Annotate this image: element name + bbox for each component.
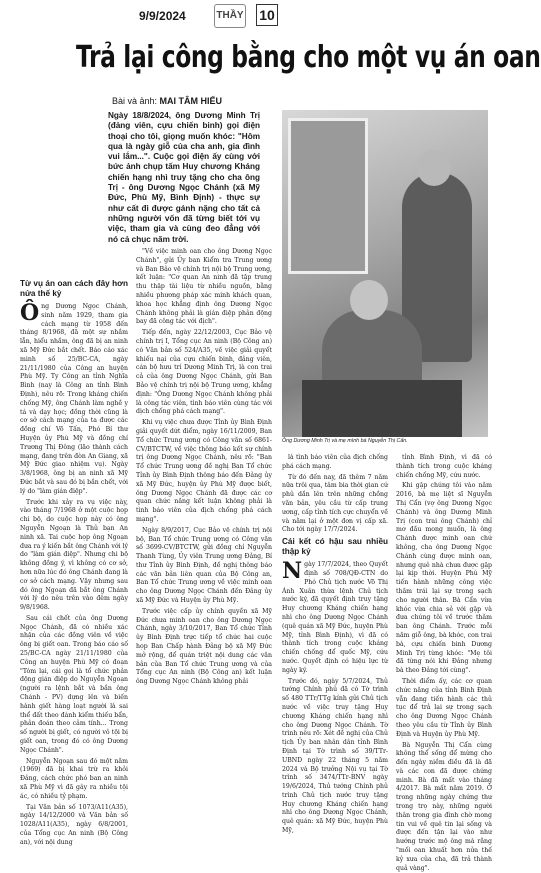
col2-paragraph: Ngày 8/9/2017, Cục Bảo vệ chính trị nội bộ, Ban Tổ chức Trung ương có Công văn số 3699-CV/BTCTW, gửi đồng chí Nguyễn Thanh Tùng, Ủy viên Trung ương Đảng, Bí thư Tỉnh ủy Bình Định, đề nghị thông báo các văn bản liên quan của Bộ Công an, Ban Tổ chức Trung ương về việc minh oan cho ông Dương Ngọc Chánh đến Đảng ủy xã Mỹ Đức và Huyện ủy Phù Mỹ. xyxy=(136,527,272,606)
column-1 xyxy=(20,279,128,769)
col1-paragraph: Tại Văn bản số 1073/A11(A35), ngày 14/12/2000 và Văn bản số 1028/A11(A35), ngày 6/8/2001, của Tổng cục An ninh (Bộ Công an), với nội dung xyxy=(20,804,128,848)
drop-cap-2: N xyxy=(282,562,302,580)
col3-paragraph: gày 17/7/2024, theo Quyết định số 708/QĐ-CTN do Phó Chủ tịch nước Võ Thị Ánh Xuân thừa lệnh Chủ tịch nước ký, đã quyết định truy tặng Huy chương Kháng chiến hạng nhì cho ông Dương Ngọc Chánh (quê quán xã Mỹ Đức, huyện Phù Mỹ, tỉnh Bình Định), vì đã có thành tích trong cuộc kháng chiến chống để quốc Mỹ, cứu nước. Quyết định có hiệu lực từ ngày ký. xyxy=(282,561,388,674)
col4-paragraph: Thời điểm ấy, các cơ quan chức năng của tỉnh Bình Định vẫn đang tiến hành các thủ tục để trả lại sự trong sạch cho ông Dương Ngọc Chánh theo yêu cầu từ Tỉnh ủy Bình Định và Huyện ủy Phù Mỹ. xyxy=(396,678,492,740)
article-photo xyxy=(282,110,488,437)
byline-author: MAI TÂM HIẾU xyxy=(160,96,223,106)
newspaper-logo: THẦY xyxy=(214,4,246,28)
col1-paragraph: ng Dương Ngọc Chánh, sinh năm 1929, tham gia cách mạng từ 1958 đến tháng 8/1968, đã một sự nhầm lẫn, hiểu nhầm, ông đã bị an ninh xã Mỹ Đức bắt chết. Báo cáo xác minh số 25/BC-CA, ngày 21/11/1980 của Công an huyện Phù Mỹ. Ty Công an tỉnh Nghĩa Bình (nay là Công an tỉnh Bình Định), nêu rõ: Trong kháng chiến chống Mỹ, ông Chánh làm nghề y tá và dạy học; đồng thời cũng là cơ sở cách mạng của ta được các đồng chí Võ Tấn, Phó Bí thư Huyện ủy Phù Mỹ và đồng chí Trương Thị Đông (lão thành cách mạng, đang trên đòn An Giang, xã Mỹ Đức giao nhiệm vụ). Ngày 3/8/1968, ông bị an ninh xã Mỹ Đức bắt và sau đó bị bắn chết, với lý do "làm gián điệp". xyxy=(20,303,128,495)
section-heading-1: Từ vụ án oan cách đây hơn nửa thế kỷ xyxy=(20,279,128,299)
col1-paragraph: Trước khi xảy ra vụ việc này, vào tháng 7/1968 ở một cuộc họp chi bộ, do cuộc họp này có ông Nguyễn Ngoạn là Thủ bạn An ninh xã. Tai cuộc họp ông Ngoạn đưa ra ý kiến bắt ông Chánh với lý do "làm gián điệp". Nhưng chi bộ không đồng ý, vì không có cơ sở, hơn nữa lúc đó ông Chánh đang là cơ sở cách mạng. Vậy nhưng sau đó ông Ngoạn đã bắt ông Chánh với lý do nêu trên vào đêm ngày 9/8/1968. xyxy=(20,499,128,613)
photo-man-head xyxy=(417,150,451,186)
col2-paragraph: Khi vụ việc chưa được Tỉnh ủy Bình Định giải quyết dứt điểm, ngày 16/11/2009, Ban Tổ chức Trung ương có Công văn số 6861-CV/BTCTW, về việc thông báo kết sự chính trị ông Dương Ngọc Chánh, nêu rõ: "Ban Tổ chức Trung ương đề nghị Ban Tổ chức Tỉnh ủy Bình Định thông báo đến Đảng ủy xã Mỹ Đức, huyện ủy Phù Mỹ được biết, ông Dương Ngọc Chánh đã được các cơ quan chức năng kết luận không phải là tình báo viên của địch chống phá cách mạng". xyxy=(136,419,272,525)
page-header xyxy=(0,0,500,36)
column-2 xyxy=(136,248,272,769)
col2-paragraph: Tiếp đến, ngày 22/12/2003, Cục Bảo vệ chính trị I, Tổng cục An ninh (Bộ Công an) có Văn bản số 524/A35, về việc giải quyết khiếu nại của cựu chiến binh, đảng viên, cán bộ hưu trí Dương Minh Trị, là con trai cả của ông Dương Ngọc Chánh, gửi Ban Bảo vệ chính trị nội bộ Trung ương, khẳng định: "Ông Dương Ngọc Chánh không phải là công tác viên, tình báo viên cùng tác với dịch chống phá cách mạng". xyxy=(136,329,272,417)
column-3 xyxy=(282,454,388,769)
photo-window xyxy=(288,118,368,274)
col2-paragraph: Trước việc cấp ủy chính quyền xã Mỹ Đức chưa minh oan cho ông Dương Ngọc Chánh, ngày 3/10/2017, Ban Tổ chức Tỉnh ủy Bình Định trực tiếp tổ chức hai cuộc họp Ban Chấp hành Đảng bộ xã Mỹ Đức mở rộng, để quán triệt nội dung các văn bản của Ban Tổ chức Trung ương và của Tổng cục An ninh (Bộ Công an) kết luận ông Dương Ngọc Chánh không phải xyxy=(136,608,272,687)
col3-paragraph: là tình báo viên của địch chống phá cách mạng. xyxy=(282,454,388,472)
section-heading-2: Cái kết có hậu sau nhiều thập kỷ xyxy=(282,537,388,557)
byline-prefix: Bài và ảnh: xyxy=(112,96,157,106)
drop-cap-1: Ô xyxy=(20,304,39,322)
col1-paragraph: Nguyễn Ngoạn sau đó một năm (1969) đã bị khai trừ ra khỏi Đảng, cách chức phó ban an ninh xã Phù Mỹ vì đã gây ra nhiều tội ác, có nhiều tỷ phạm. xyxy=(20,758,128,802)
article-title: Trả lại công bằng cho một vụ án oan xyxy=(76,40,372,75)
col1-paragraph: Sau cái chết của ông Dương Ngọc Chánh, đã có nhiều xác nhận của các đồng viên về việc ông bị giết oan. Trong báo cáo số 25/BC-CA ngày 21/11/1980 của Công an huyện Phù Mỹ có đoạn "Tóm lại, cái gọi là tổ chức phản động gián điệp do Nguyễn Ngoạn (người ra lệnh bắt và bắn ông Chánh - PV) dựng lên và biến hành giết hàng loạt người là sai thể đất theo đánh kiểm thiếu bẩn, phản đoán theo cảm tính... Trong số người bị giết, có người vô tội bị giết oan, trong đó có ông Dương Ngọc Chánh". xyxy=(20,615,128,756)
col4-paragraph: Khi gặp chúng tôi vào năm 2016, bà mẹ liệt sĩ Nguyễn Thị Cẩn (vợ ông Dương Ngọc Chánh) và ông Dương Minh Trị (con trai ông Chánh) chỉ mơ đầu mong muốn, là ông Chánh được minh oan chứ không, cha ông Dương Ngọc Chánh cùng được minh oan, nhưng quê nhà chưa được gặp lại kịp thời. Huyện Phù Mỹ tiến hành những công việc thăm trái lại sự trong sạch cho người thân. Bà Cẩn vừa khóc vừa chia sẻ với gặp và đưa chúng tôi về trước thăm ban ông Chánh. Trước mỗi năm giỗ ông, bà khóc, con trai bà, cựu chiến binh Dương Minh Trị từng khóc: "Mẹ tôi đã từng nói khi Đảng nhưng bà theo Đảng tới cùng". xyxy=(396,482,492,676)
photo-woman-head xyxy=(350,280,388,320)
col2-paragraph: "Về việc minh oan cho ông Dương Ngọc Chánh", gửi Ủy ban Kiểm tra Trung ương và Ban Bảo vệ chính trị nội bộ Trung ương, kết luận: "Cơ quan An ninh đã tập trung thu thập tài liệu từ nhiều nguồn, bằng nhiều phương pháp xác minh khách quan, khoa học khẳng định ông Dương Ngọc Chánh không phải là gián điệp phản động bay đã công tác với địch". xyxy=(136,248,272,327)
col4-paragraph: Bà Nguyễn Thị Cẩn cùng không thể sống để mừng cho đến ngày niềm điều đã là đã và các con đã được chứng minh. Bà đã mất vào tháng 4/2017. Bà mất năm 2019. Ở trong những ngày chứng thư trong trọ này, những người thân trong gia đình chờ mong tin vui về quê tin lại sống và được đến tận lại vào như hướng trước mộ ông mà rằng "mối oan khuất hơn nửa thế kỷ xưa của cha, đã trả thành quả vàng". xyxy=(396,742,492,873)
col3-paragraph: Từ đó đến nay, đã thêm 7 năm nữa trôi qua, tâm bia thời gian cứ phủ dần lên trên những chồng văn bản, yêu cầu từ cấp trung ương, cấp tỉnh tích cực chuyển về và nằm lại ở một đơn vị cấp xã. Cho tới ngày 17/7/2024. xyxy=(282,474,388,536)
article-lead: Ngày 18/8/2024, ông Dương Minh Trị (đảng viên, cựu chiến binh) gọi điện thoại cho tôi, giọng muốn khóc: "Hôm qua là ngày giỗ của cha anh, gia đình vui lắm...". Cuộc gọi điện ấy cùng với bức ảnh chụp tấm Huy chương Kháng chiến hạng nhì truy tặng cho cha ông Trị - ông Dương Ngọc Chánh (xã Mỹ Đức, Phù Mỹ, Bình Định) - thực sự như cất đi được gánh nặng cho tất cả những người vốn đã từng biết tới vụ việc, tham gia và cùng đeo đẳng với nó cả chục năm trời. xyxy=(108,111,260,245)
column-4 xyxy=(396,454,492,769)
photo-caption: Ông Dương Minh Trị và mẹ mình bà Nguyễn Thị Cẩn. xyxy=(282,438,492,444)
byline xyxy=(112,96,222,106)
issue-date: 9/9/2024 xyxy=(139,9,186,23)
photo-chair xyxy=(302,380,462,437)
col4-paragraph: tỉnh Bình Định, vì đã có thành tích trong cuộc kháng chiến chống Mỹ, cứu nước. xyxy=(396,454,492,480)
page-number: 10 xyxy=(256,4,278,26)
col3-paragraph: Trước đó, ngày 5/7/2024, Thủ tướng Chính phủ đã có Tờ trình số 480 TTr/TTg kính gửi Chủ tịch nước về việc truy tặng Huy chương Kháng chiến hạng nhì cho ông Dương Ngọc Chánh. Tờ trình nêu rõ: Xét đề nghị của Chủ tịch Ủy ban nhân dân tỉnh Bình Định tại Tờ trình số 39/TTr-UBND ngày 22 tháng 5 năm 2024 và Bộ trưởng Nội vụ tại Tờ trình số 3474/TTr-BNV ngày 19/6/2024, Thủ tướng Chính phủ trình Chủ tịch nước truy tặng Huy chương Kháng chiến hạng nhì cho ông Dương Ngọc Chánh, quê quán: xã Mỹ Đức, huyện Phù Mỹ, xyxy=(282,678,388,836)
